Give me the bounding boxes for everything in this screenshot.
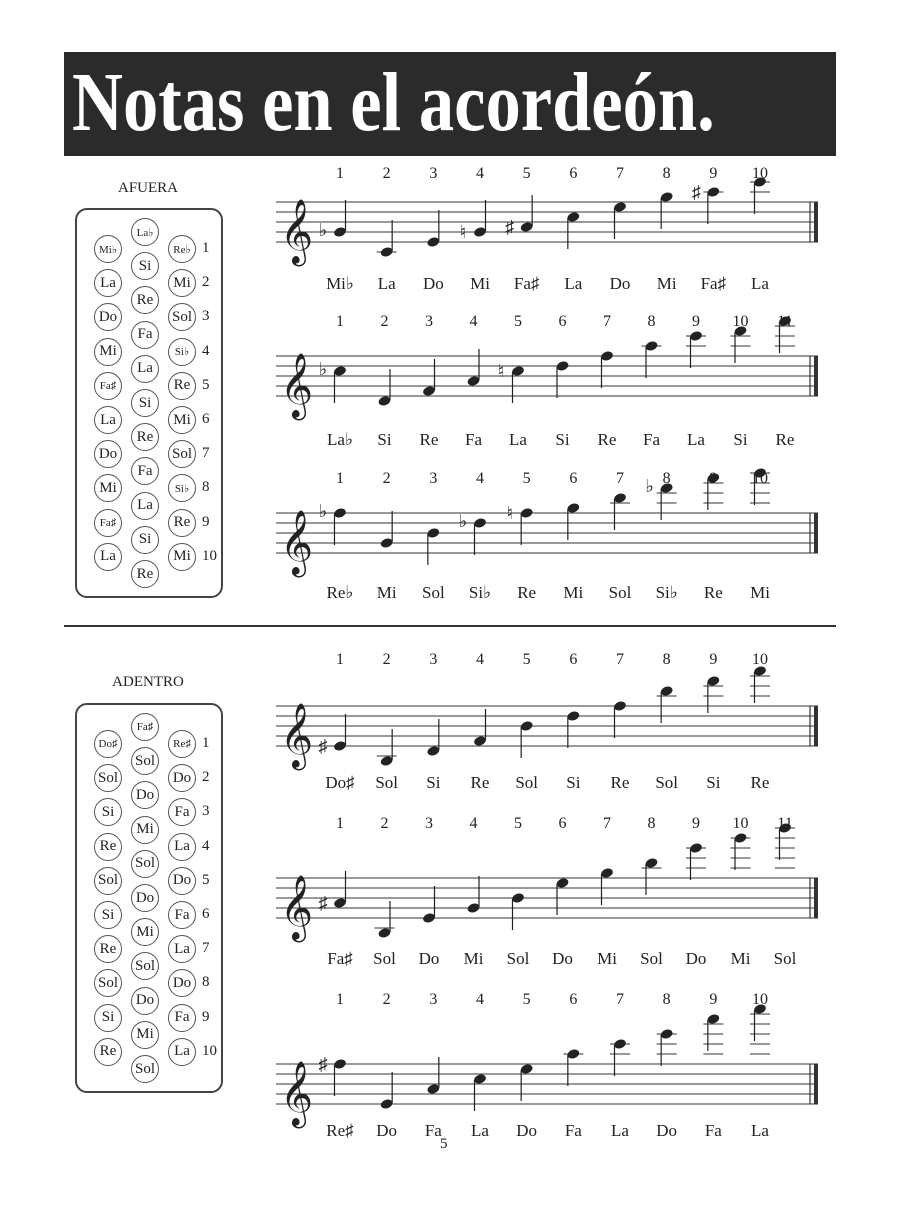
note-name: La [611, 1121, 629, 1140]
note-name: Sol [373, 949, 396, 968]
note-number: 9 [709, 165, 718, 182]
note-name: Do [609, 274, 631, 293]
keyboard-row-number: 8 [202, 974, 210, 991]
accidental-icon: ♮ [459, 222, 467, 242]
staff-adentro-row-1 [270, 646, 830, 796]
keyboard-row-number: 10 [202, 547, 217, 564]
keyboard-button: La♭ [131, 218, 159, 246]
note-number: 7 [616, 991, 624, 1008]
final-barline [814, 356, 818, 396]
note-name: Sol [515, 773, 539, 792]
keyboard-button: Sol [168, 440, 196, 468]
note-name: Mi [463, 949, 484, 968]
final-barline [814, 878, 818, 918]
note-number: 6 [569, 470, 578, 487]
note-name: Si [555, 430, 570, 449]
note-number: 7 [616, 651, 624, 668]
keyboard-button: Fa [131, 457, 159, 485]
note-name: Mi♭ [326, 274, 354, 293]
note-name: La [751, 274, 769, 293]
treble-clef-icon: 𝄞 [280, 201, 314, 263]
note-number: 6 [558, 313, 567, 330]
note-number: 6 [569, 165, 578, 182]
note-number: 4 [476, 991, 484, 1008]
keyboard-button: Do♯ [94, 730, 122, 758]
keyboard-row-number: 3 [202, 308, 210, 325]
note-number: 5 [522, 991, 531, 1008]
note-number: 1 [336, 991, 344, 1008]
keyboard-row-number: 6 [202, 906, 210, 922]
keyboard-row-number: 9 [202, 513, 210, 530]
note-name: Si [566, 773, 581, 792]
accidental-icon: ♯ [318, 736, 328, 756]
note-name: Mi [597, 949, 617, 968]
note-name: La♭ [327, 430, 353, 449]
note-number: 4 [476, 651, 484, 668]
keyboard-button: Re [94, 1038, 122, 1066]
keyboard-row-number: 2 [202, 274, 210, 291]
keyboard-row-number: 7 [202, 940, 210, 957]
keyboard-button: Si [131, 252, 159, 280]
note-name: La [687, 430, 705, 449]
note-name: Mi [563, 583, 584, 602]
note-number: 3 [425, 815, 433, 832]
keyboard-button: La [131, 492, 159, 520]
keyboard-button: Re [131, 286, 159, 314]
note-number: 9 [692, 313, 700, 330]
keyboard-button: La [94, 543, 122, 571]
keyboard-row-number: 4 [202, 342, 210, 359]
note-number: 9 [709, 651, 718, 668]
keyboard-button: Mi [131, 1021, 159, 1049]
keyboard-button: Mi [131, 816, 159, 844]
note-number: 2 [382, 991, 391, 1008]
staff-adentro-row-2 [270, 810, 830, 972]
note-name: Re [419, 430, 439, 449]
keyboard-button: Re [168, 372, 196, 400]
note-number: 9 [709, 470, 718, 487]
accidental-icon: ♯ [318, 893, 328, 913]
keyboard-button: La [168, 1038, 196, 1066]
note-number: 3 [425, 313, 433, 330]
keyboard-row-number: 3 [202, 803, 210, 820]
keyboard-button: Mi [94, 338, 122, 366]
note-number: 5 [514, 815, 522, 832]
note-number: 10 [752, 470, 768, 487]
note-name: Mi [730, 949, 751, 968]
staff-adentro-row-3 [270, 986, 830, 1146]
note-number: 10 [732, 313, 749, 330]
note-number: 10 [752, 165, 768, 182]
keyboard-button: Mi [168, 543, 196, 571]
keyboard-button: Mi [94, 474, 122, 502]
note-number: 8 [647, 313, 656, 330]
note-number: 1 [336, 165, 344, 182]
keyboard-button: Do [131, 987, 159, 1015]
note-name: Si [706, 773, 721, 792]
keyboard-row-number: 7 [202, 445, 210, 462]
accidental-icon: ♯ [505, 217, 515, 237]
note-name: Sol [608, 583, 632, 602]
note-name: Do♯ [325, 773, 355, 792]
keyboard-button: Si♭ [168, 338, 196, 366]
keyboard-button: Si [131, 389, 159, 417]
keyboard-button: Si [94, 901, 122, 929]
treble-clef-icon: 𝄞 [280, 355, 314, 417]
note-name: Re [597, 430, 617, 449]
note-name: Re♭ [326, 583, 354, 602]
section-divider [64, 625, 836, 627]
keyboard-button: Mi [131, 918, 159, 946]
accidental-icon: ♭ [318, 359, 328, 379]
keyboard-button: Re♯ [168, 730, 196, 758]
note-name: Re [470, 773, 490, 792]
note-number: 2 [380, 815, 389, 832]
keyboard-button: Si♭ [168, 474, 196, 502]
keyboard-button: Re [131, 560, 159, 588]
note-name: La [377, 274, 396, 293]
note-name: Re [775, 430, 795, 449]
note-name: Do [552, 949, 573, 968]
note-number: 8 [662, 991, 671, 1008]
keyboard-button: La [131, 355, 159, 383]
keyboard-button: Mi [168, 269, 196, 297]
keyboard-row-number: 9 [202, 1008, 210, 1025]
final-barline [814, 513, 818, 553]
note-name: Si [733, 430, 748, 449]
note-number: 4 [469, 313, 478, 330]
keyboard-row-number: 10 [202, 1042, 217, 1059]
note-name: Fa [424, 1121, 442, 1140]
keyboard-button: Re [94, 935, 122, 963]
keyboard-button: Do [168, 764, 196, 792]
keyboard-button: La [168, 833, 196, 861]
note-name: Mi [470, 274, 490, 293]
accidental-icon: ♮ [497, 361, 505, 381]
note-number: 6 [558, 815, 567, 832]
treble-clef-icon: 𝄞 [280, 1063, 314, 1125]
note-name: La [751, 1121, 769, 1140]
staff-afuera-row-1 [270, 160, 830, 300]
note-number: 11 [777, 815, 793, 832]
accidental-icon: ♭ [458, 511, 468, 531]
keyboard-button: La [94, 406, 122, 434]
treble-clef-icon: 𝄞 [280, 512, 314, 574]
note-name: Re [610, 773, 630, 792]
keyboard-row-number: 4 [202, 837, 210, 854]
note-name: Fa [643, 430, 660, 449]
keyboard-row-number: 6 [202, 411, 210, 427]
keyboard-button: Do [168, 867, 196, 895]
note-number: 1 [336, 651, 344, 668]
keyboard-diagram-afuera [75, 208, 223, 598]
note-name: Do [418, 949, 440, 968]
keyboard-button: Mi [168, 406, 196, 434]
note-number: 10 [732, 815, 749, 832]
keyboard-button: Sol [168, 303, 196, 331]
keyboard-button: Do [168, 969, 196, 997]
keyboard-row-number: 8 [202, 479, 210, 496]
note-name: La [471, 1121, 489, 1140]
keyboard-button: Si [131, 526, 159, 554]
note-number: 10 [752, 651, 768, 668]
note-number: 2 [382, 651, 391, 668]
treble-clef-icon: 𝄞 [280, 877, 314, 939]
note-name: Mi [376, 583, 397, 602]
keyboard-button: Sol [131, 850, 159, 878]
note-number: 3 [429, 991, 438, 1008]
accidental-icon: ♭ [645, 476, 654, 496]
note-name: Fa♯ [327, 949, 353, 968]
note-name: Do [656, 1121, 678, 1140]
note-number: 4 [476, 165, 484, 182]
keyboard-button: Re♭ [168, 235, 196, 263]
note-name: Fa [704, 1121, 722, 1140]
note-number: 1 [336, 313, 344, 330]
note-name: Si♭ [655, 583, 678, 602]
keyboard-button: Sol [94, 867, 122, 895]
note-number: 7 [603, 815, 611, 832]
accidental-icon: ♭ [318, 501, 328, 521]
page-number: 5 [440, 1136, 448, 1152]
note-name: Sol [506, 949, 530, 968]
section-label-afuera: AFUERA [117, 180, 178, 196]
keyboard-button: Sol [94, 764, 122, 792]
keyboard-row-number: 5 [202, 871, 210, 888]
note-name: Do [516, 1121, 538, 1140]
note-number: 3 [429, 470, 438, 487]
keyboard-button: Do [131, 884, 159, 912]
keyboard-button: Si [94, 798, 122, 826]
note-number: 3 [429, 651, 438, 668]
note-number: 8 [647, 815, 656, 832]
keyboard-button: Sol [94, 969, 122, 997]
note-name: Do [422, 274, 444, 293]
note-name: Re [517, 583, 537, 602]
accidental-icon: ♯ [318, 1054, 328, 1074]
keyboard-button: Fa [168, 901, 196, 929]
note-number: 8 [662, 165, 671, 182]
keyboard-button: Re [131, 423, 159, 451]
note-name: Sol [375, 773, 399, 792]
keyboard-button: Do [94, 440, 122, 468]
keyboard-row-number: 2 [202, 769, 210, 786]
accidental-icon: ♯ [691, 182, 701, 202]
keyboard-button: Sol [131, 1055, 159, 1083]
keyboard-row-number: 5 [202, 376, 210, 393]
note-name: Do [376, 1121, 398, 1140]
note-name: Sol [640, 949, 663, 968]
staff-afuera-row-2 [270, 308, 830, 452]
note-number: 5 [514, 313, 522, 330]
keyboard-diagram-adentro [75, 703, 223, 1093]
note-number: 3 [429, 165, 438, 182]
keyboard-button: Mi♭ [94, 235, 122, 263]
accidental-icon: ♮ [506, 503, 513, 523]
note-number: 8 [662, 470, 671, 487]
note-number: 8 [662, 651, 671, 668]
page-title: Notas en el acordeón. [72, 56, 715, 149]
note-number: 5 [522, 651, 531, 668]
keyboard-button: La [94, 269, 122, 297]
note-number: 11 [777, 313, 793, 330]
final-barline [814, 202, 818, 242]
staff-afuera-row-3 [270, 465, 830, 607]
keyboard-button: Fa♯ [94, 509, 122, 537]
note-number: 5 [522, 165, 531, 182]
keyboard-button: Do [131, 781, 159, 809]
keyboard-button: Re [168, 509, 196, 537]
keyboard-button: La [168, 935, 196, 963]
note-number: 10 [752, 991, 768, 1008]
accidental-icon: ♭ [318, 220, 328, 240]
note-name: Si [426, 773, 441, 792]
note-name: Re♯ [326, 1121, 354, 1140]
note-number: 5 [522, 470, 531, 487]
note-number: 2 [382, 470, 391, 487]
note-number: 6 [569, 651, 578, 668]
note-number: 4 [476, 470, 484, 487]
note-number: 6 [569, 991, 578, 1008]
note-name: Fa♯ [513, 274, 540, 293]
keyboard-button: Sol [131, 952, 159, 980]
note-name: Sol [421, 583, 445, 602]
keyboard-row-number: 1 [202, 240, 210, 256]
note-name: Sol [773, 949, 797, 968]
note-name: Si [377, 430, 392, 449]
keyboard-button: Si [94, 1004, 122, 1032]
final-barline [814, 706, 818, 746]
keyboard-button: Fa [168, 1004, 196, 1032]
note-number: 2 [382, 165, 391, 182]
section-label-adentro: ADENTRO [112, 674, 184, 690]
keyboard-button: Sol [131, 747, 159, 775]
note-name: Fa♯ [700, 274, 727, 293]
keyboard-button: Fa [131, 321, 159, 349]
note-name: Mi [750, 583, 770, 602]
note-number: 2 [380, 313, 389, 330]
note-number: 1 [336, 470, 344, 487]
note-name: Fa [564, 1121, 582, 1140]
treble-clef-icon: 𝄞 [280, 705, 314, 767]
final-barline [814, 1064, 818, 1104]
note-name: Sol [655, 773, 679, 792]
note-name: Re [750, 773, 770, 792]
note-name: Fa [465, 430, 482, 449]
note-number: 4 [469, 815, 478, 832]
keyboard-button: Fa♯ [131, 713, 159, 741]
keyboard-button: Do [94, 303, 122, 331]
note-number: 7 [616, 470, 624, 487]
keyboard-button: Fa♯ [94, 372, 122, 400]
note-number: 9 [709, 991, 718, 1008]
note-name: La [564, 274, 583, 293]
keyboard-button: Re [94, 833, 122, 861]
keyboard-button: Fa [168, 798, 196, 826]
keyboard-row-number: 1 [202, 735, 210, 751]
title-banner [64, 52, 836, 156]
note-name: La [509, 430, 527, 449]
note-name: Do [685, 949, 707, 968]
note-number: 1 [336, 815, 344, 832]
note-number: 9 [692, 815, 700, 832]
note-name: Mi [656, 274, 677, 293]
note-number: 7 [603, 313, 611, 330]
note-name: Si♭ [468, 583, 492, 602]
note-name: Re [703, 583, 723, 602]
note-number: 7 [616, 165, 624, 182]
